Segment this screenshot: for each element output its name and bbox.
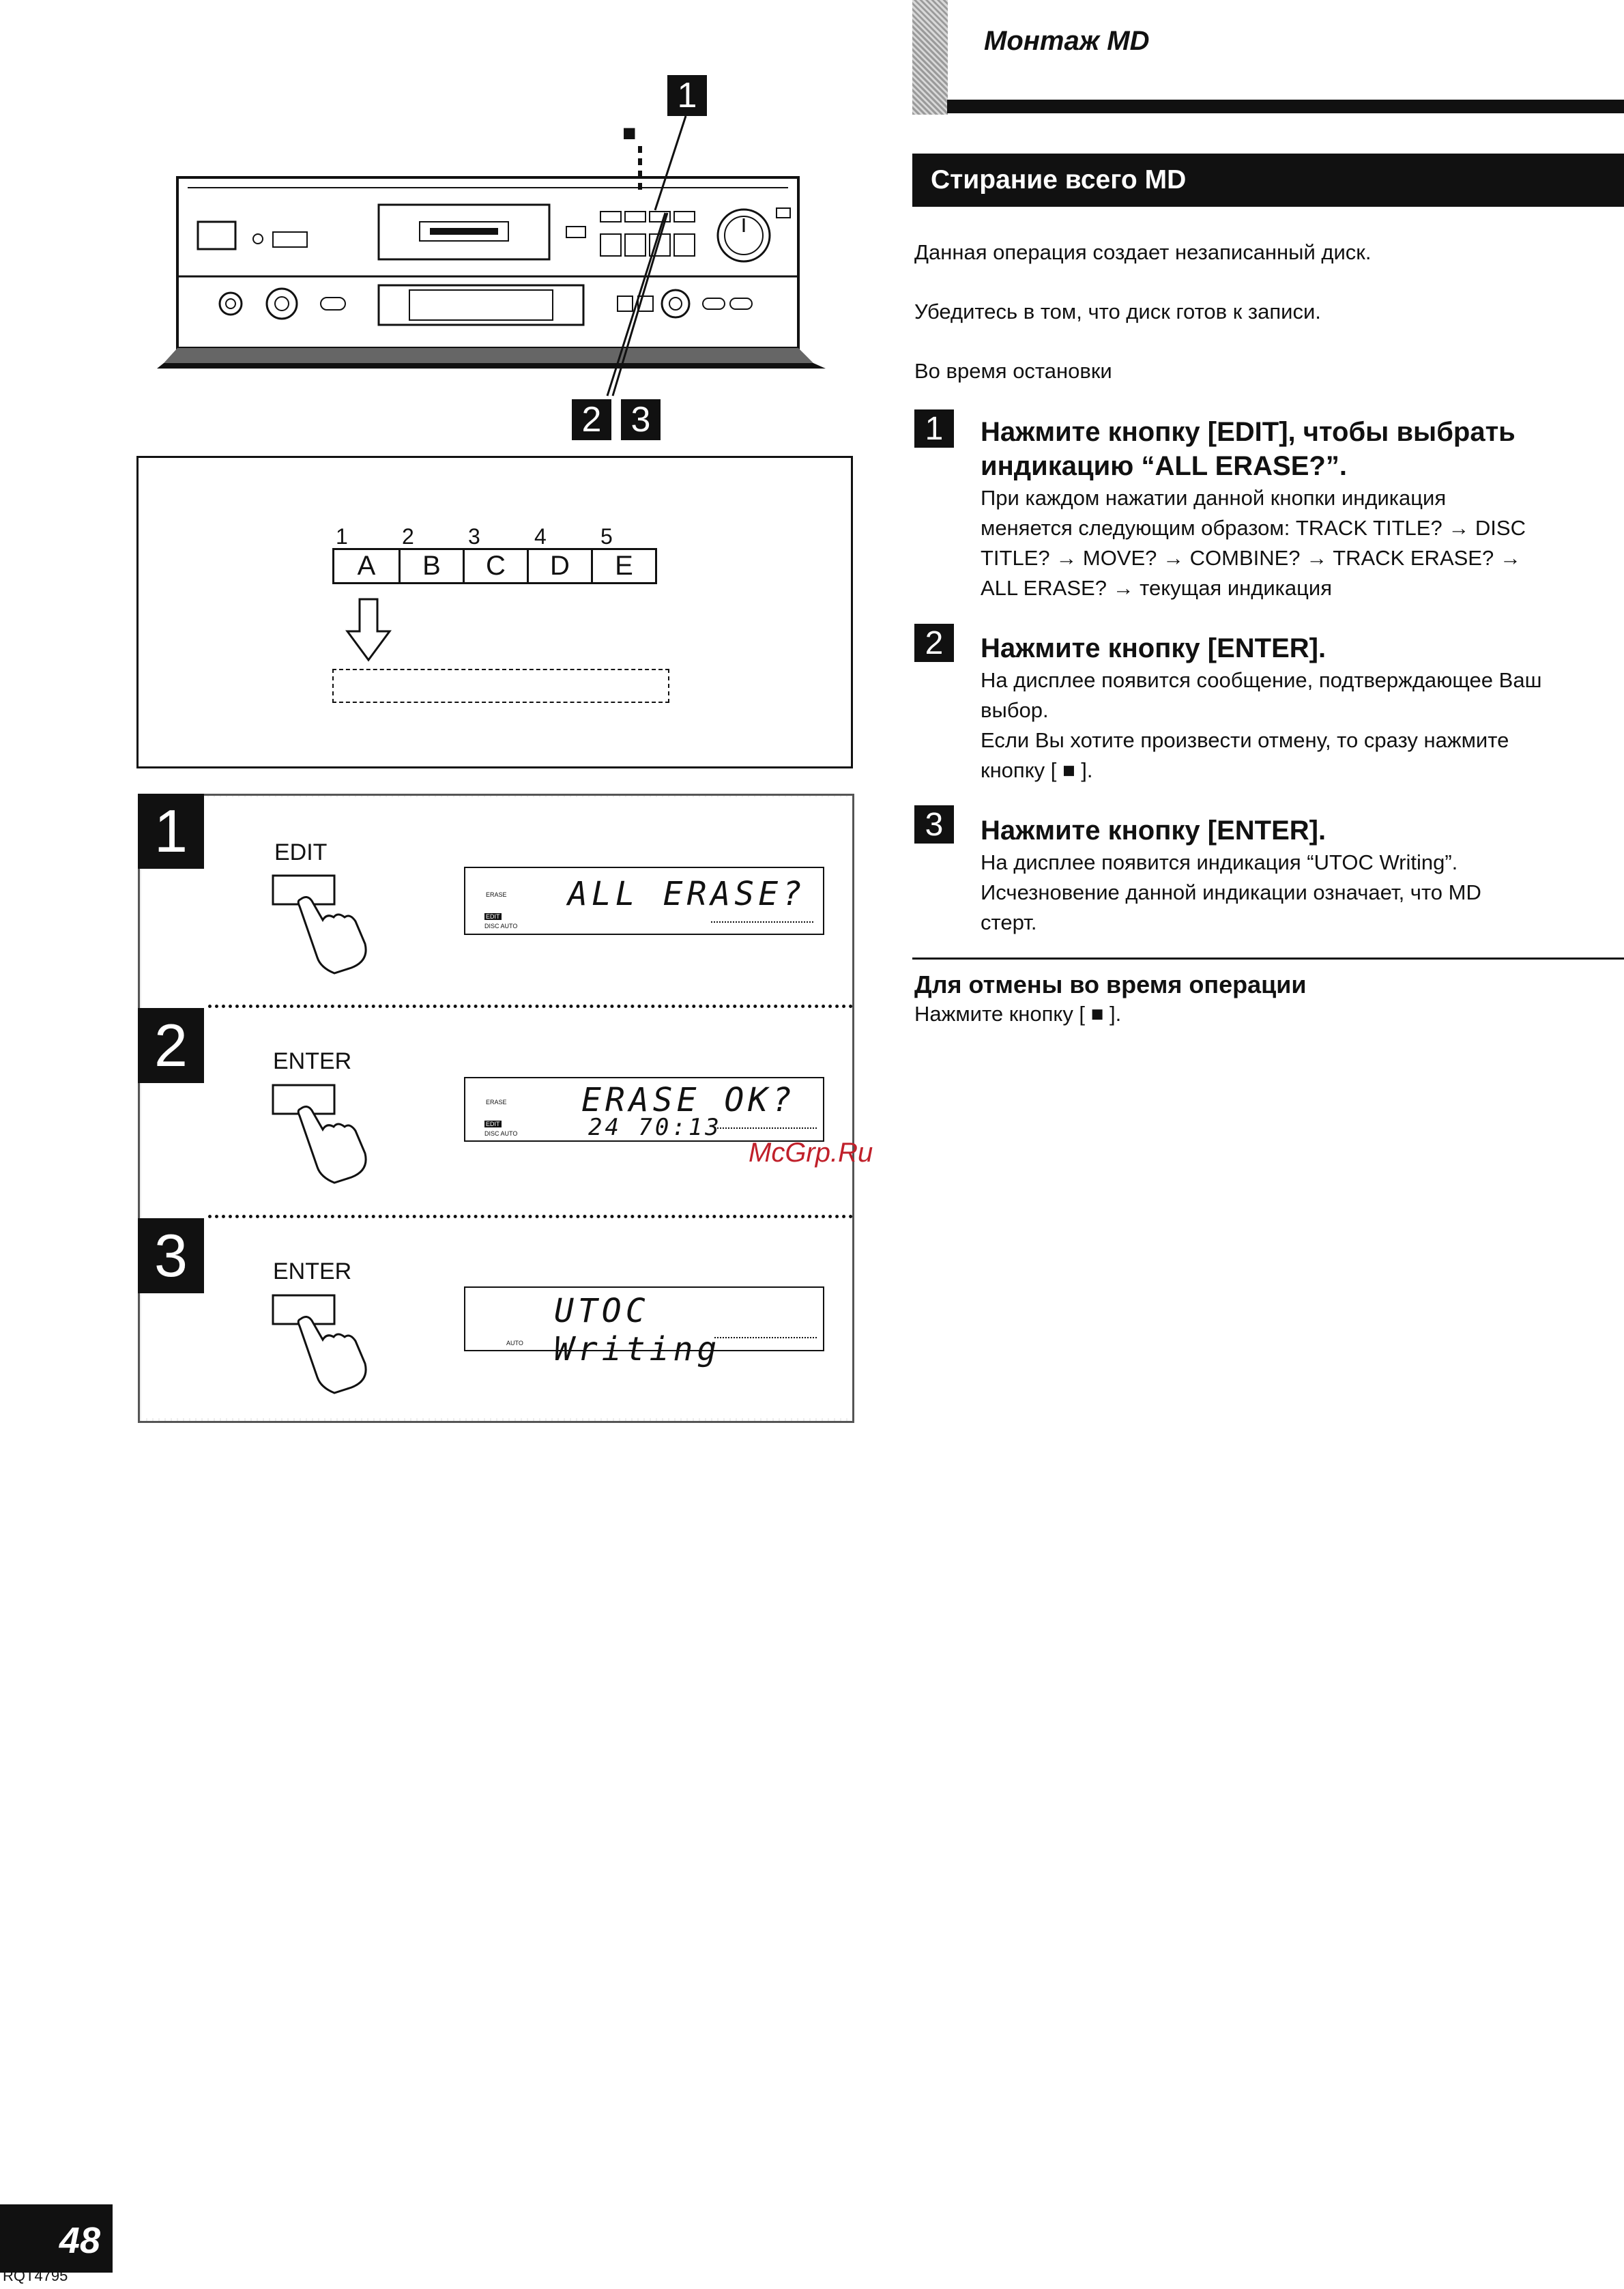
- step-1: [981, 415, 1608, 603]
- operation-2-button-label: ENTER: [273, 1048, 352, 1074]
- step-2: [981, 631, 1608, 786]
- page-header-title: Монтаж MD: [984, 26, 1150, 56]
- operation-1-lcd-level-meter: [711, 921, 813, 923]
- intro-paragraph-3: Во время остановки: [914, 359, 1112, 383]
- intro-paragraph-1: Данная операция создает незаписанный диск.: [914, 240, 1372, 264]
- step-2-body-line-2: выбор.: [981, 698, 1049, 722]
- operation-3-lcd: [464, 1286, 824, 1368]
- step-3-body-line-3: стерт.: [981, 910, 1037, 934]
- md-deck-illustration: [157, 68, 826, 437]
- step-3: [981, 814, 1608, 938]
- operation-3-number: 3: [138, 1218, 204, 1293]
- header-shade: [912, 0, 948, 115]
- operation-1-button-label: EDIT: [274, 839, 328, 865]
- operation-2-lcd-tag-2: EDIT: [486, 1121, 500, 1127]
- device-callout-step-1: 1: [667, 75, 707, 116]
- step-1-body-line-4: ALL ERASE? → текущая индикация: [981, 576, 1333, 600]
- finger-press-icon: [270, 1082, 379, 1184]
- down-arrow-icon: [345, 597, 392, 662]
- track-number-5: 5: [600, 524, 613, 549]
- operation-1-lcd-tag-2: EDIT: [486, 913, 500, 920]
- track-cell-e: E: [591, 548, 657, 584]
- page-number: 48: [0, 2204, 113, 2273]
- operation-3-button-label: ENTER: [273, 1258, 352, 1284]
- step-3-title: Нажмите кнопку [ENTER].: [981, 816, 1326, 846]
- track-diagram-box: [136, 456, 853, 768]
- operation-2-lcd-level-meter: [714, 1127, 817, 1129]
- track-cells: [332, 548, 657, 584]
- erased-disc-placeholder: [332, 669, 669, 703]
- track-number-3: 3: [468, 524, 480, 549]
- operation-1-display-text: ALL ERASE?: [568, 875, 806, 913]
- document-code: RQT4795: [3, 2267, 68, 2284]
- operation-2-lcd-tag-3: DISC AUTO: [484, 1130, 518, 1137]
- operation-3-display-text: UTOC Writing: [554, 1292, 721, 1368]
- step-1-body-line-1: При каждом нажатии данной кнопки индикация: [981, 486, 1447, 510]
- operation-2-lcd-tag-1: ERASE: [486, 1099, 507, 1106]
- step-2-body-line-1: На дисплее появится сообщение, подтверждающее Ваш: [981, 668, 1542, 692]
- section-title-bar: [912, 154, 1624, 207]
- stop-button-callout: ■: [622, 120, 637, 146]
- track-number-1: 1: [336, 524, 348, 549]
- cancel-body: Нажмите кнопку [ ■ ].: [914, 1002, 1122, 1026]
- operations-separator-1: [208, 1005, 853, 1008]
- step-2-body-line-4: кнопку [ ■ ].: [981, 758, 1093, 782]
- operation-1-lcd-tag-1: ERASE: [486, 891, 507, 898]
- operation-1-lcd: [464, 867, 824, 935]
- finger-press-icon: [270, 1292, 379, 1394]
- step-2-title: Нажмите кнопку [ENTER].: [981, 633, 1326, 663]
- operations-separator-2: [208, 1215, 853, 1218]
- cancel-rule: [912, 958, 1624, 960]
- step-3-body-line-2: Исчезновение данной индикации означает, что MD: [981, 880, 1481, 904]
- intro-paragraph-2: Убедитесь в том, что диск готов к записи.: [914, 300, 1321, 323]
- track-cell-d: D: [527, 548, 593, 584]
- operation-2-lcd-time: 24 70:13: [588, 1114, 722, 1141]
- track-cell-c: C: [463, 548, 529, 584]
- step-1-number: 1: [914, 409, 954, 448]
- operation-1-lcd-tag-3: DISC AUTO: [484, 923, 518, 930]
- step-1-title-line-2: индикацию “ALL ERASE?”.: [981, 451, 1347, 481]
- track-cell-b: B: [398, 548, 465, 584]
- operation-3-lcd-level-meter: [714, 1337, 817, 1338]
- operation-2-display-text: ERASE OK?: [581, 1081, 796, 1119]
- operation-1-number: 1: [138, 794, 204, 869]
- watermark: McGrp.Ru: [749, 1138, 873, 1168]
- cancel-title: Для отмены во время операции: [914, 970, 1307, 998]
- step-1-body-line-3: TITLE? → MOVE? → COMBINE? → TRACK ERASE? →: [981, 546, 1521, 570]
- step-3-body-line-1: На дисплее появится индикация “UTOC Writing”.: [981, 850, 1458, 874]
- step-1-title-line-1: Нажмите кнопку [EDIT], чтобы выбрать: [981, 417, 1516, 447]
- device-callout-step-3: 3: [621, 399, 661, 440]
- track-number-4: 4: [534, 524, 547, 549]
- track-number-2: 2: [402, 524, 414, 549]
- section-title: Стирание всего MD: [931, 165, 1187, 195]
- finger-press-icon: [270, 872, 379, 975]
- step-2-body-line-3: Если Вы хотите произвести отмену, то сразу нажмите: [981, 728, 1509, 752]
- device-callout-step-2: 2: [572, 399, 611, 440]
- operation-3-lcd-tag: AUTO: [506, 1340, 523, 1347]
- operation-2-number: 2: [138, 1008, 204, 1083]
- header-rule: [947, 100, 1624, 113]
- step-1-body-line-2: меняется следующим образом: TRACK TITLE? → DISC: [981, 516, 1526, 540]
- operation-2-lcd: [464, 1077, 824, 1142]
- track-cell-a: A: [332, 548, 401, 584]
- step-2-number: 2: [914, 624, 954, 662]
- step-3-number: 3: [914, 805, 954, 844]
